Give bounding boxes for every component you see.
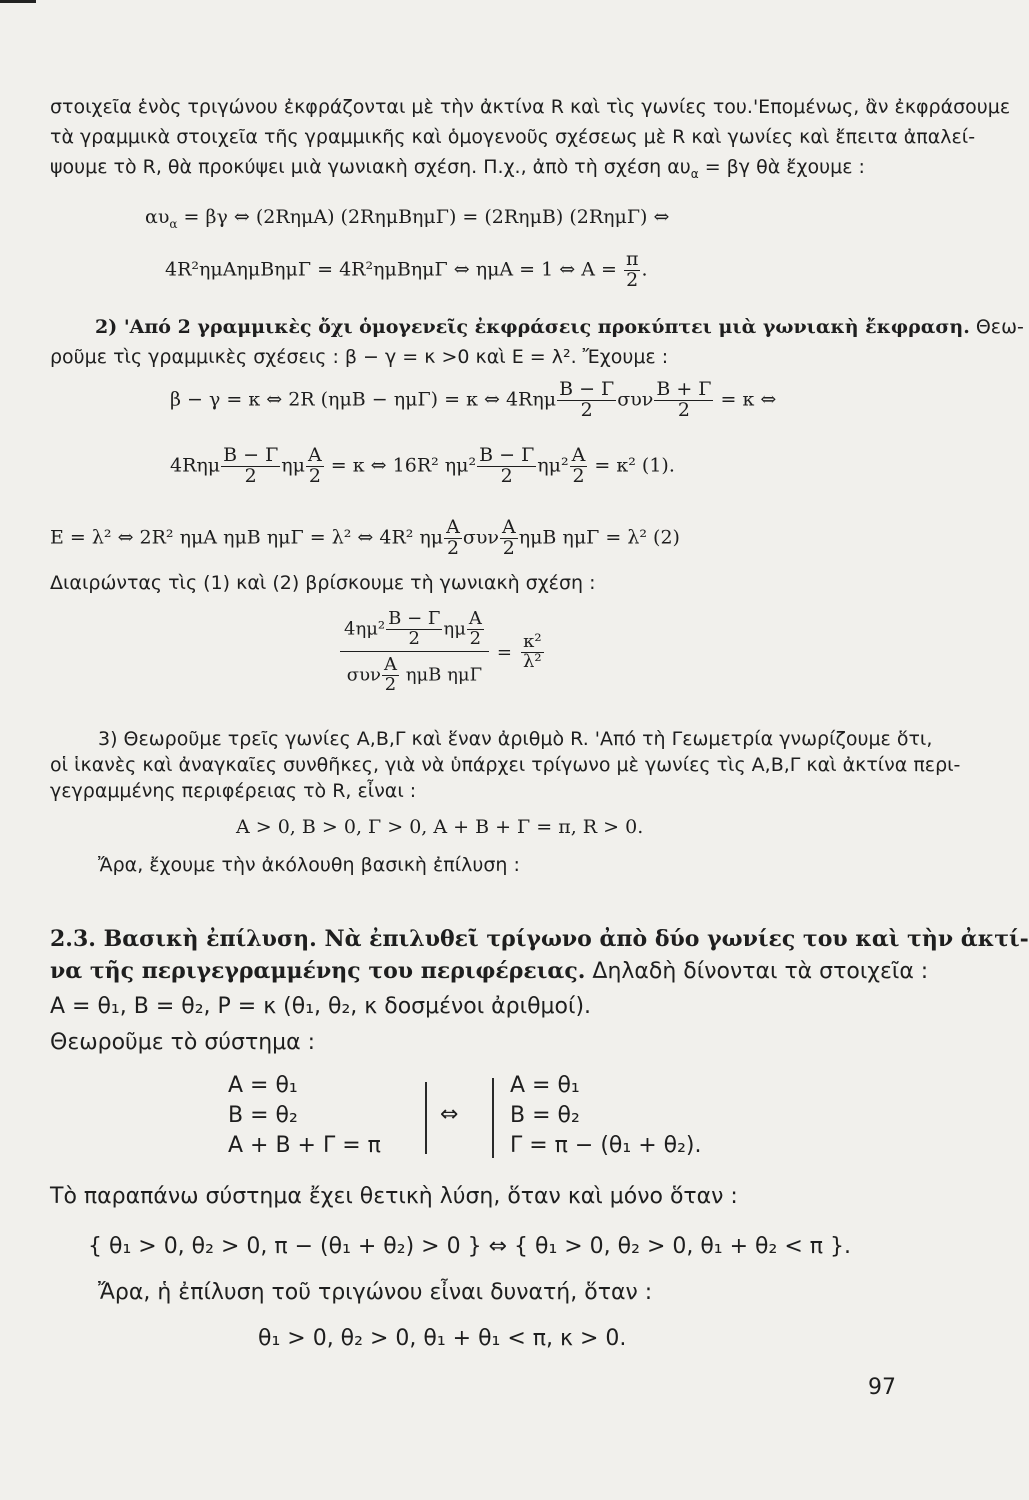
system-left-row: A + B + Γ = π xyxy=(228,1133,381,1158)
section-3-line: 3) Θεωροῦμε τρεῖς γωνίες A,B,Γ καὶ ἕναν ἀριθμὸ R. 'Από τὴ Γεωμετρία γνωρίζουμε ὅτι, xyxy=(98,728,933,750)
system-right-row: B = θ₂ xyxy=(510,1103,580,1128)
system-intro: Θεωροῦμε τὸ σύστημα : xyxy=(50,1030,316,1055)
possibility-text: Ἄρα, ἡ ἐπίλυση τοῦ τριγώνου εἶναι δυνατή, ὅταν : xyxy=(98,1280,653,1305)
section-2-line: ροῦμε τὶς γραμμικὲς σχέσεις : β − γ = κ >0 καὶ E = λ². Ἔχουμε : xyxy=(50,346,669,368)
system-left-row: B = θ₂ xyxy=(228,1103,298,1128)
section-2-line: 2) 'Από 2 γραμμικὲς ὄχι ὁμογενεῖς ἐκφράσεις προκύπτει μιὰ γωνιακὴ ἔκφραση. Θεω- xyxy=(95,316,1024,338)
page-number: 97 xyxy=(868,1375,896,1400)
scan-edge-mark xyxy=(0,0,36,3)
triangle-conditions: A > 0, B > 0, Γ > 0, A + B + Γ = π, R > 0. xyxy=(236,816,644,838)
system-left-brace xyxy=(492,1078,494,1158)
equivalence-arrow: ⇔ xyxy=(440,1102,459,1127)
equation-3: β − γ = κ ⇔ 2R (ημB − ημΓ) = κ ⇔ 4Rημ $\frac{B - \Gamma}{2}$ συν $\frac{B + \Gamma}{2}$ = κ ⇔ xyxy=(170,378,777,421)
section-heading: να τῆς περιγεγραμμένης του περιφέρειας. Δηλαδὴ δίνονται τὰ στοιχεῖα : xyxy=(50,958,929,984)
paragraph-line: τὰ γραμμικὰ στοιχεῖα τῆς γραμμικῆς καὶ ὁμογενοῦς σχέσεως μὲ R καὶ γωνίες καὶ ἔπειτα ἀπαλεί- xyxy=(50,126,976,148)
section-heading: 2.3. Βασικὴ ἐπίλυση. Νὰ ἐπιλυθεῖ τρίγωνο ἀπὸ δύο γωνίες του καὶ τὴν ἀκτί- xyxy=(50,926,1029,952)
system-right-row: A = θ₁ xyxy=(510,1073,580,1098)
system-right-row: Γ = π − (θ₁ + θ₂). xyxy=(510,1133,702,1158)
equation-5: E = λ² ⇔ 2R² ημA ημB ημΓ = λ² ⇔ 4R² ημ $\frac{A}{2}$ συν $\frac{A}{2}$ ημB ημΓ = λ² (2) xyxy=(50,516,680,559)
system-left-row: A = θ₁ xyxy=(228,1073,298,1098)
equation-4: 4Rημ $\frac{B - \Gamma}{2}$ ημ $\frac{A}{2}$ = κ ⇔ 16R² ημ² $\frac{B - \Gamma}{2}$ ημ² $\frac{A}{2}$ = κ² (1). xyxy=(170,444,675,487)
positivity-text: Τὸ παραπάνω σύστημα ἔχει θετικὴ λύση, ὅταν καὶ μόνο ὅταν : xyxy=(50,1184,738,1209)
positivity-equation: { θ₁ > 0, θ₂ > 0, π − (θ₁ + θ₂) > 0 } ⇔ { θ₁ > 0, θ₂ > 0, θ₁ + θ₂ < π }. xyxy=(88,1234,851,1259)
paragraph-line: ψουμε τὸ R, θὰ προκύψει μιὰ γωνιακὴ σχέση. Π.χ., ἀπὸ τὴ σχέση $\alpha\upsilon_\alpha = \beta\gamma$ θὰ ἔχουμε : xyxy=(50,156,865,181)
basic-solution-intro: Ἄρα, ἔχουμε τὴν ἀκόλουθη βασικὴ ἐπίλυση : xyxy=(98,854,520,876)
section-3-line: οἱ ἱκανὲς καὶ ἀναγκαῖες συνθῆκες, γιὰ νὰ ὑπάρχει τρίγωνο μὲ γωνίες τὶς A,B,Γ καὶ ἀκτίνα περι- xyxy=(50,754,961,776)
section-3-line: γεγραμμένης περιφέρειας τὸ R, εἶναι : xyxy=(50,780,417,802)
final-conditions: θ₁ > 0, θ₂ > 0, θ₁ + θ₁ < π, κ > 0. xyxy=(258,1326,627,1351)
angular-relation: 4ημ² $\frac{B - \Gamma}{2}$ ημ $\frac{A}{2}$ συν $\frac{A}{2}$ ημB ημΓ = $\frac{\text{κ²}}{\text{λ²}}$ xyxy=(340,610,545,695)
division-text: Διαιρώντας τὶς (1) καὶ (2) βρίσκουμε τὴ γωνιακὴ σχέση : xyxy=(50,572,596,594)
system-right-brace xyxy=(425,1082,427,1154)
equation-2: 4R²ημAημBημΓ = 4R²ημBημΓ ⇔ ημA = 1 ⇔ A = $\frac{\pi}{2}$ . xyxy=(165,248,648,291)
paragraph-line: στοιχεῖα ἑνὸς τριγώνου ἐκφράζονται μὲ τὴν ἀκτίνα R καὶ τὶς γωνίες του.'Επομένως, ἂν ἐκφράσουμε xyxy=(50,96,1011,118)
given-data: A = θ₁, B = θ₂, P = κ (θ₁, θ₂, κ δοσμένοι ἀριθμοί). xyxy=(50,994,592,1019)
equation-1: $\alpha\upsilon_\alpha = \beta\gamma$ ⇔ (2RημA) (2RημBημΓ) = (2RημB) (2RημΓ) ⇔ xyxy=(145,206,670,231)
